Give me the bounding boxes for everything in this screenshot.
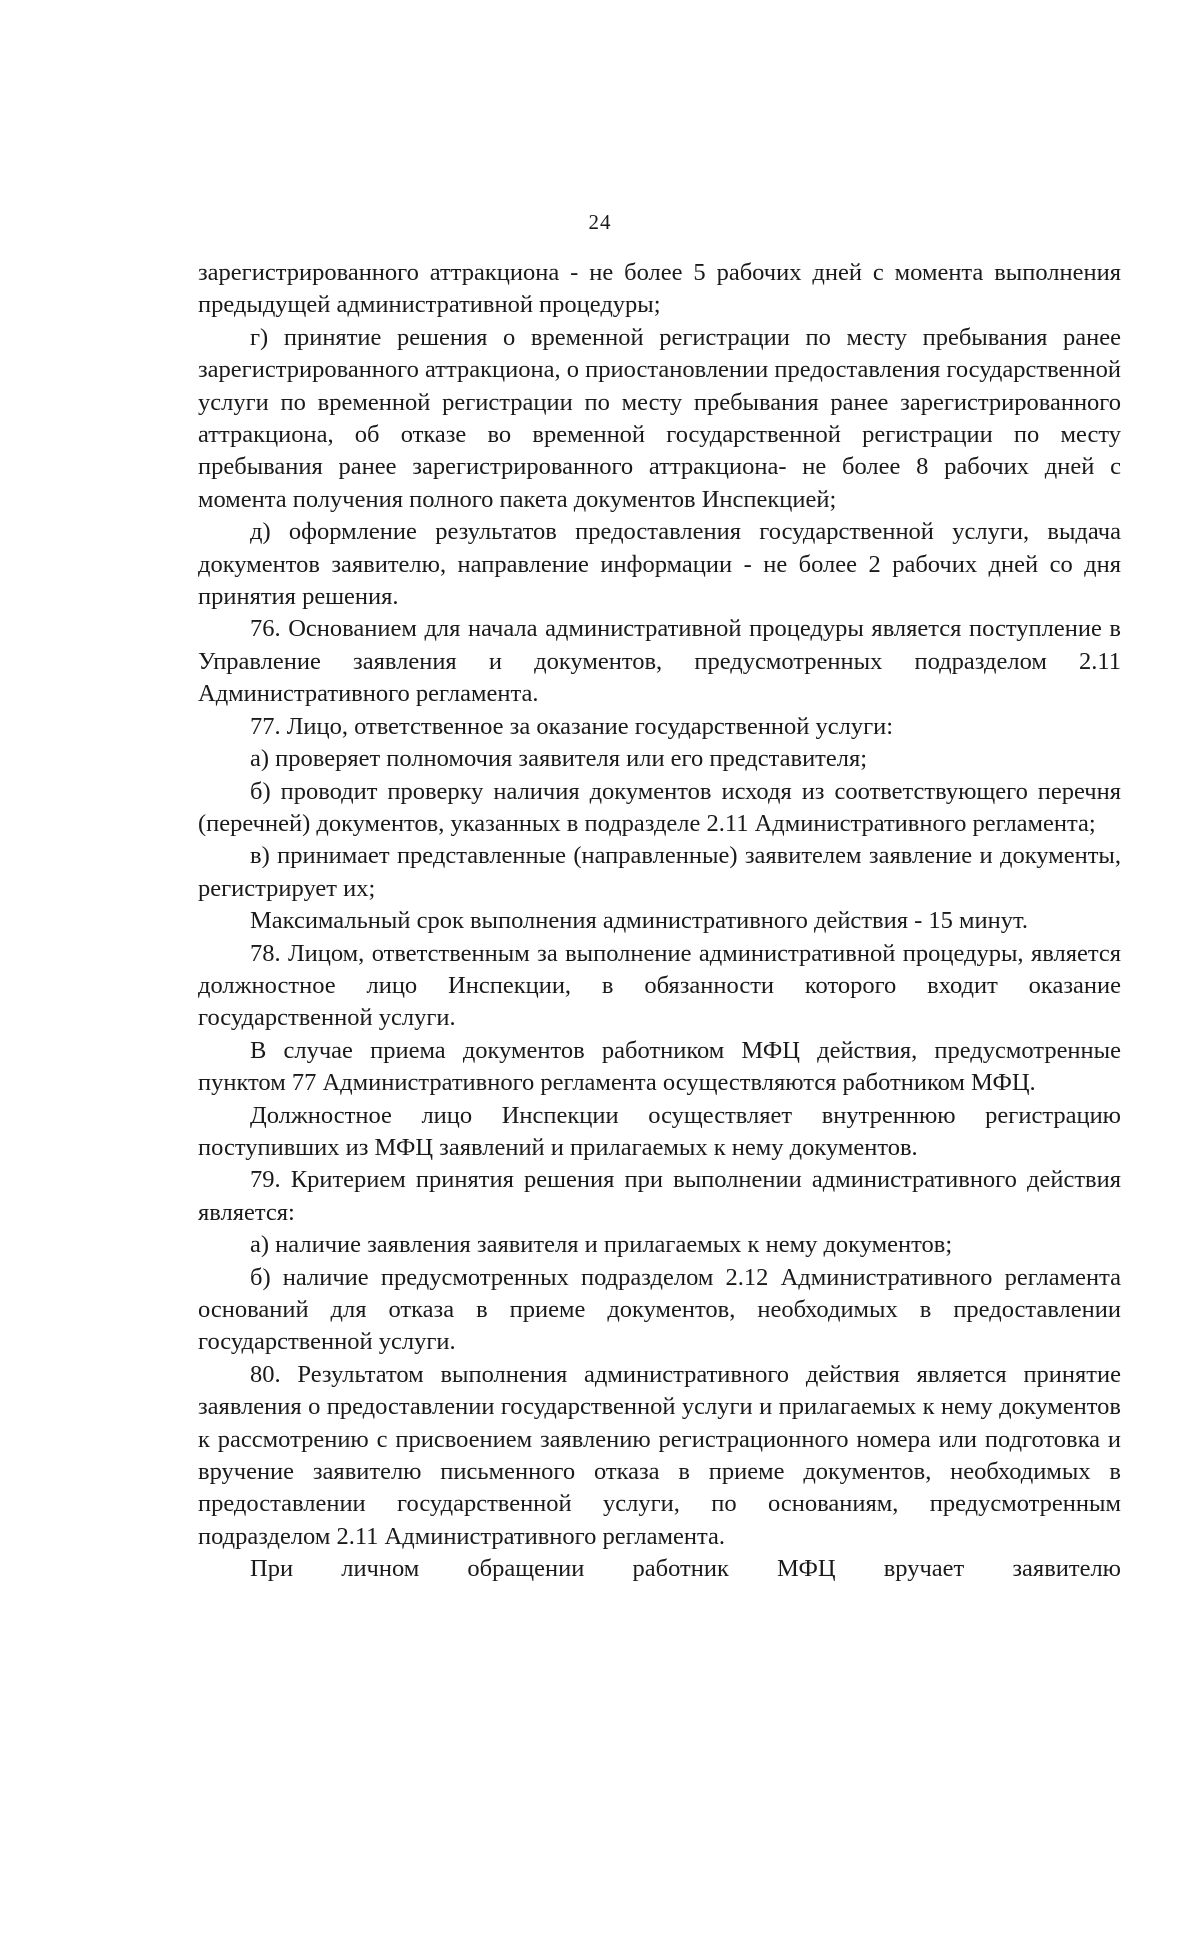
paragraph: б) наличие предусмотренных подразделом 2.12 Административного регламента оснований для отказа в приеме документов, необходимых в предоставлении государственной услуги. bbox=[198, 1263, 1121, 1356]
paragraph: а) проверяет полномочия заявителя или его представителя; bbox=[250, 745, 868, 773]
paragraph: В случае приема документов работником МФЦ действия, предусмотренные пунктом 77 Административного регламента осуществляются работником МФЦ. bbox=[198, 1036, 1121, 1097]
paragraph: зарегистрированного аттракциона - не более 5 рабочих дней с момента выполнения предыдущей административной процедуры; bbox=[198, 259, 1121, 319]
paragraph: При личном обращении работник МФЦ вручает заявителю bbox=[250, 1555, 1121, 1583]
paragraph: г) принятие решения о временной регистрации по месту пребывания ранее зарегистрированного аттракциона, о приостановлении предоставления государственной услуги по временной регистрации по месту пребывания ранее зарегистрированного аттракциона, об отказе во временной государственной регистрации по месту пребывания ранее зарегистрированного аттракциона- не более 8 рабочих дней с момента получения полного пакета документов Инспекцией; bbox=[198, 323, 1121, 513]
paragraph: 79. Критерием принятия решения при выполнении административного действия является: bbox=[198, 1166, 1121, 1226]
paragraph: Должностное лицо Инспекции осуществляет внутреннюю регистрацию поступивших из МФЦ заявлений и прилагаемых к нему документов. bbox=[198, 1101, 1121, 1161]
page-number: 24 bbox=[588, 210, 612, 234]
paragraph: 76. Основанием для начала административной процедуры является поступление в Управление заявления и документов, предусмотренных подразделом 2.11 Административного регламента. bbox=[198, 615, 1121, 708]
paragraph: в) принимает представленные (направленные) заявителем заявление и документы, регистрирует их; bbox=[198, 842, 1121, 902]
document-body bbox=[198, 257, 1121, 1586]
paragraph: 77. Лицо, ответственное за оказание государственной услуги: bbox=[250, 712, 894, 740]
paragraph: 80. Результатом выполнения административного действия является принятие заявления о предоставлении государственной услуги и прилагаемых к нему документов к рассмотрению с присвоением заявлению регистрационного номера или подготовка и вручение заявителю письменного отказа в приеме документов, необходимых в предоставлении государственной услуги, по основаниям, предусмотренным подразделом 2.11 Административного регламента. bbox=[198, 1360, 1121, 1550]
paragraph: 78. Лицом, ответственным за выполнение административной процедуры, является должностное лицо Инспекции, в обязанности которого входит оказание государственной услуги. bbox=[198, 939, 1121, 1032]
paragraph: д) оформление результатов предоставления государственной услуги, выдача документов заявителю, направление информации - не более 2 рабочих дней со дня принятия решения. bbox=[198, 518, 1121, 611]
paragraph: Максимальный срок выполнения административного действия - 15 минут. bbox=[250, 907, 1028, 935]
paragraph: б) проводит проверку наличия документов исходя из соответствующего перечня (перечней) документов, указанных в подразделе 2.11 Административного регламента; bbox=[198, 777, 1121, 837]
paragraph: а) наличие заявления заявителя и прилагаемых к нему документов; bbox=[250, 1231, 953, 1259]
